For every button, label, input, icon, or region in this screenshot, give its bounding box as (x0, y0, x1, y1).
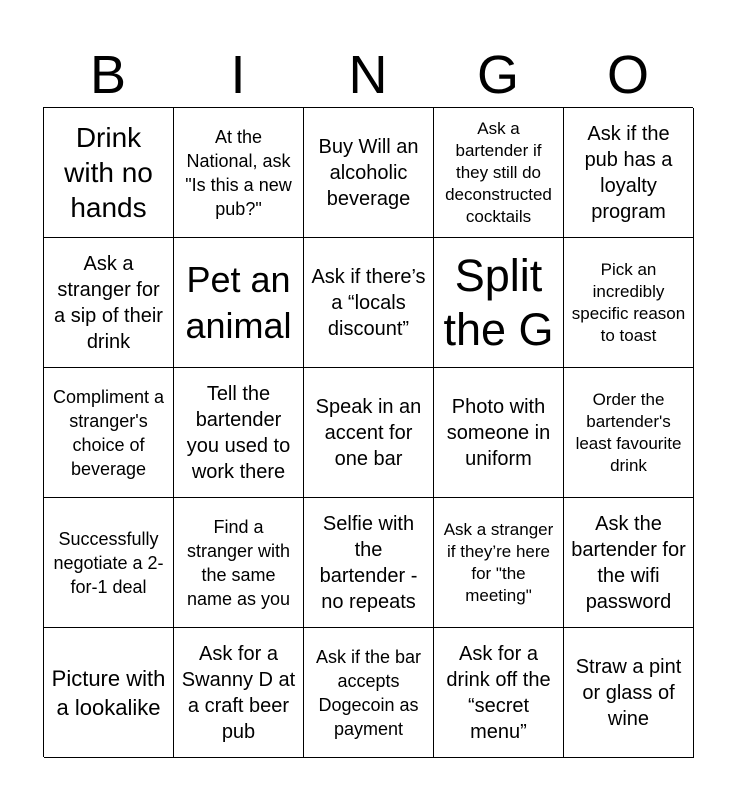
cell-text: Tell the bartender you used to work there (186, 382, 291, 483)
cell-text: Ask if the pub has a loyalty program (584, 122, 673, 223)
bingo-cell[interactable] (174, 108, 304, 238)
cell-text: At the National, ask "Is this a new pub?" (185, 126, 292, 219)
cell-text: Ask if the bar accepts Dogecoin as payment (315, 646, 422, 739)
cell-text: Ask a stranger for a sip of their drink (54, 252, 163, 353)
cell-text: Ask for a drink off the “secret menu” (446, 642, 551, 743)
bingo-cell[interactable] (434, 238, 564, 368)
cell-text: Picture with a lookalike (51, 665, 166, 720)
bingo-cell[interactable] (44, 628, 174, 758)
bingo-cell[interactable] (434, 108, 564, 238)
cell-text: Compliment a stranger's choice of beverage (52, 386, 165, 479)
header-letter-n: N (348, 45, 388, 105)
bingo-cell[interactable] (174, 498, 304, 628)
bingo-cell[interactable] (304, 238, 434, 368)
header-letter-g: G (476, 45, 519, 105)
bingo-cell[interactable] (564, 368, 694, 498)
bingo-cell[interactable] (44, 108, 174, 238)
cell-text: Successfully negotiate a 2-for-1 deal (53, 528, 164, 597)
cell-text: Speak in an accent for one bar (315, 395, 422, 470)
bingo-board (43, 107, 693, 757)
bingo-cell[interactable] (434, 498, 564, 628)
cell-text: Pick an incredibly specific reason to toast (571, 259, 686, 345)
bingo-cell[interactable] (304, 108, 434, 238)
cell-text: Ask a stranger if they’re here for "the meeting" (443, 519, 554, 605)
cell-text: Find a stranger with the same name as you (186, 516, 291, 609)
cell-text: Ask for a Swanny D at a craft beer pub (181, 642, 296, 743)
bingo-cell[interactable] (174, 368, 304, 498)
cell-text: Ask a bartender if they still do deconstructed cocktails (445, 118, 552, 226)
cell-text: Drink with no hands (64, 122, 153, 223)
bingo-cell[interactable] (304, 628, 434, 758)
bingo-header (43, 44, 693, 106)
bingo-cell[interactable] (564, 628, 694, 758)
cell-text: Buy Will an alcoholic beverage (318, 135, 419, 210)
bingo-cell[interactable] (44, 498, 174, 628)
cell-text: Pet an animal (185, 258, 292, 346)
bingo-cell[interactable] (564, 108, 694, 238)
cell-text: Photo with someone in uniform (446, 395, 551, 470)
cell-text: Straw a pint or glass of wine (575, 655, 682, 730)
bingo-cell[interactable] (564, 238, 694, 368)
header-letter-b: B (89, 45, 127, 105)
bingo-cell[interactable] (304, 498, 434, 628)
bingo-cell[interactable] (44, 368, 174, 498)
bingo-cell[interactable] (174, 238, 304, 368)
header-letter-o: O (606, 45, 649, 105)
cell-text: Split the G (443, 249, 554, 355)
bingo-cell[interactable] (564, 498, 694, 628)
bingo-cell[interactable] (434, 628, 564, 758)
bingo-cell[interactable] (174, 628, 304, 758)
cell-text: Ask if there’s a “locals discount” (311, 265, 426, 340)
bingo-cell[interactable] (434, 368, 564, 498)
cell-text: Ask the bartender for the wifi password (571, 512, 686, 613)
cell-text: Selfie with the bartender - no repeats (319, 512, 418, 613)
bingo-cell[interactable] (304, 368, 434, 498)
bingo-cell[interactable] (44, 238, 174, 368)
cell-text: Order the bartender's least favourite drink (575, 389, 682, 475)
header-letter-i: I (230, 45, 246, 105)
